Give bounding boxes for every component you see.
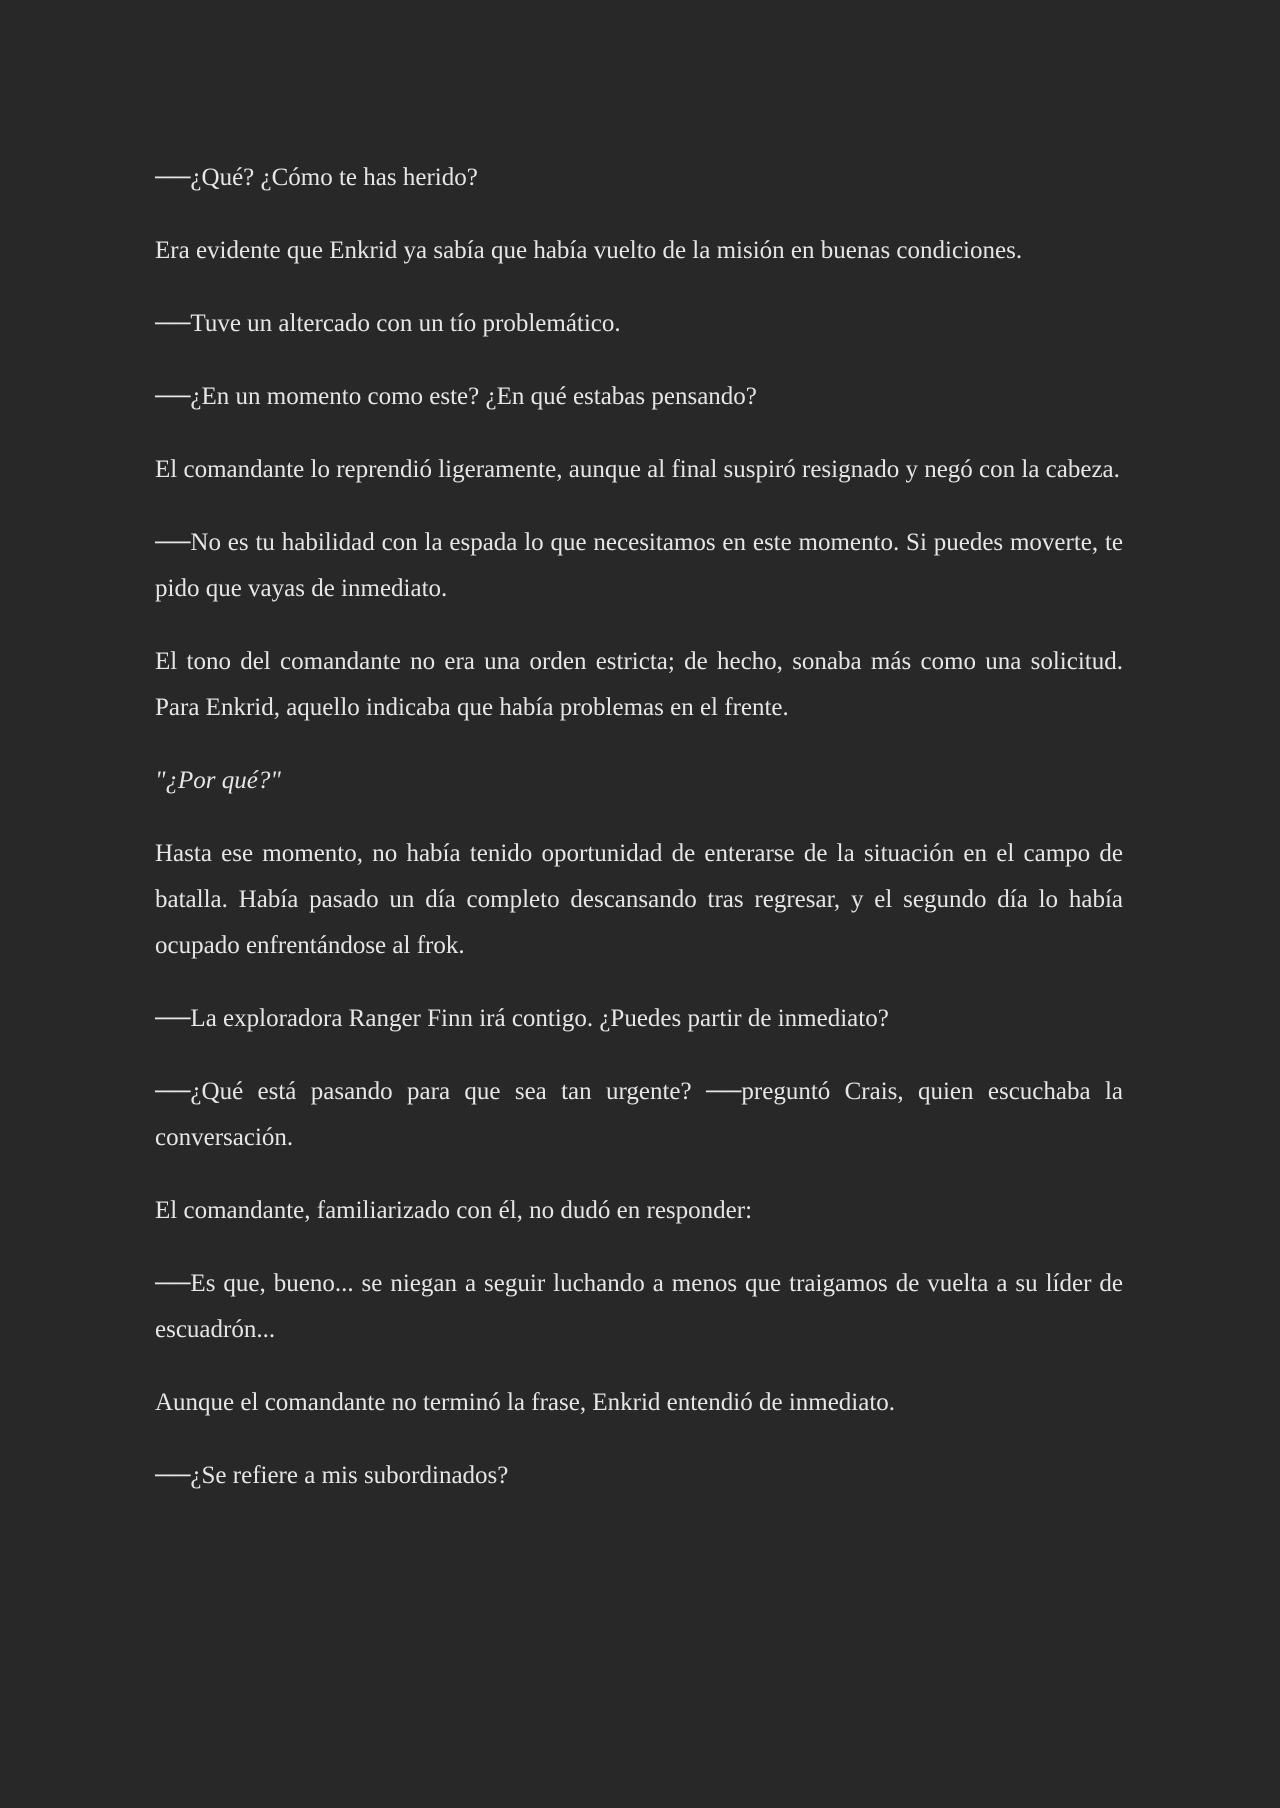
- narration-paragraph: El comandante, familiarizado con él, no dudó en responder:: [155, 1197, 753, 1224]
- narration-paragraph: Hasta ese momento, no había tenido oportunidad de enterarse de la situación en el campo de batalla. Había pasado un día completo descansando tras regresar, y el segundo día lo había ocupado enfrentándose al frok.: [155, 840, 1123, 959]
- dialogue-paragraph: ──¿En un momento como este? ¿En qué estabas pensando?: [155, 383, 757, 410]
- dialogue-paragraph: ──Es que, bueno... se niegan a seguir luchando a menos que traigamos de vuelta a su líder de escuadrón...: [155, 1270, 1123, 1343]
- narration-paragraph: Aunque el comandante no terminó la frase, Enkrid entendió de inmediato.: [155, 1389, 896, 1416]
- narration-paragraph: Era evidente que Enkrid ya sabía que había vuelto de la misión en buenas condiciones.: [155, 237, 1023, 264]
- dialogue-paragraph: ──No es tu habilidad con la espada lo que necesitamos en este momento. Si puedes moverte, te pido que vayas de inmediato.: [155, 529, 1123, 602]
- thought-paragraph: "¿Por qué?": [155, 767, 281, 794]
- dialogue-paragraph: ──¿Se refiere a mis subordinados?: [155, 1462, 509, 1489]
- reading-page: [155, 155, 1123, 1526]
- narration-paragraph: El comandante lo reprendió ligeramente, aunque al final suspiró resignado y negó con la cabeza.: [155, 456, 1120, 483]
- dialogue-paragraph: ──¿Qué? ¿Cómo te has herido?: [155, 164, 478, 191]
- dialogue-paragraph: ──Tuve un altercado con un tío problemático.: [155, 310, 621, 337]
- narration-paragraph: El tono del comandante no era una orden estricta; de hecho, sonaba más como una solicitud. Para Enkrid, aquello indicaba que había problemas en el frente.: [155, 648, 1123, 721]
- dialogue-paragraph: ──La exploradora Ranger Finn irá contigo. ¿Puedes partir de inmediato?: [155, 1005, 889, 1032]
- dialogue-paragraph: ──¿Qué está pasando para que sea tan urgente? ──preguntó Crais, quien escuchaba la conversación.: [155, 1078, 1123, 1151]
